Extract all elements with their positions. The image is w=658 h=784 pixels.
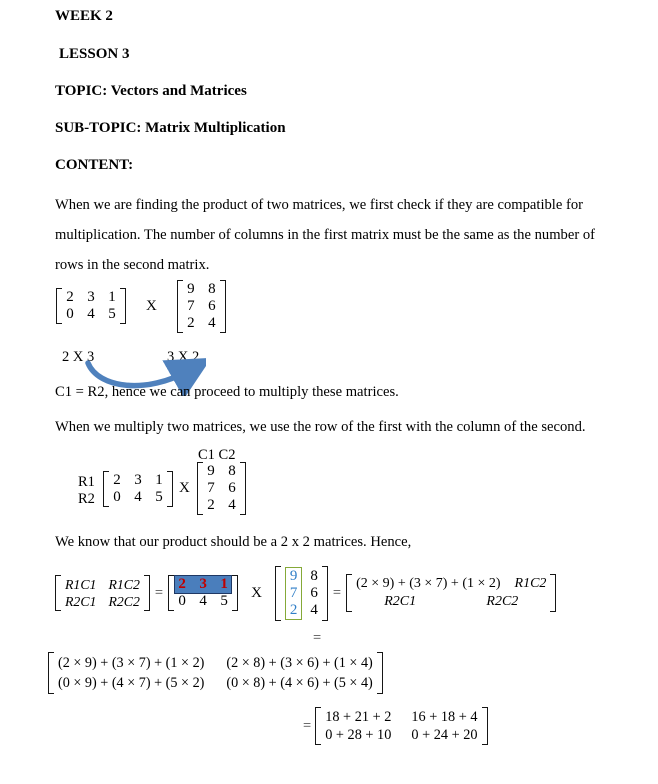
week-heading: WEEK 2 [55, 8, 113, 24]
matrix-a [103, 471, 173, 507]
intro-line: When we are finding the product of two matrices, we first check if they are compatible for [55, 197, 584, 213]
matrix-row: 2 4 [207, 497, 236, 513]
times-operator: X [179, 480, 190, 496]
bracket-right [482, 707, 488, 745]
equation-display-5 [303, 707, 488, 745]
boxed-column: 9 7 2 [285, 567, 303, 620]
matrix-row: 0 4 5 [113, 489, 163, 505]
matrix-a [56, 288, 126, 324]
matrix-row: 0 + 28 + 10 0 + 24 + 20 [325, 727, 478, 743]
equals-sign: = [313, 630, 322, 646]
bracket-right [144, 575, 150, 611]
equation-display-2 [78, 447, 278, 519]
matrix-row: 0 4 5 [178, 593, 228, 609]
matrix-row: 9 8 [187, 280, 216, 297]
subtopic-heading: SUB-TOPIC: Matrix Multiplication [55, 120, 286, 136]
times-operator: X [146, 297, 157, 314]
bracket-right [550, 574, 556, 612]
matrix-row: R2C1 R2C2 [384, 594, 519, 609]
matrix-row: 2 3 1 [66, 289, 116, 305]
result-placeholder-matrix [55, 575, 150, 611]
matrix-row: R2C1 R2C2 [65, 594, 140, 609]
matrix-b [177, 280, 226, 333]
matrix-row: 7 6 [207, 480, 236, 496]
equation-display-1 [56, 277, 226, 335]
equation-display-3 [55, 562, 556, 624]
bracket-right [120, 288, 126, 324]
matrix-row: (0 × 9) + (4 × 7) + (5 × 2) (0 × 8) + (4 × 6) + (5 × 4) [58, 675, 373, 691]
bracket-right [232, 575, 238, 611]
matrix-row: R1C1 R1C2 [65, 577, 140, 592]
row-labels: R1 R2 [78, 474, 95, 507]
compatibility-line: C1 = R2, hence we can proceed to multiply these matrices. [55, 384, 399, 400]
matrix-row: (2 × 9) + (3 × 7) + (1 × 2) (2 × 8) + (3 × 6) + (1 × 4) [58, 655, 373, 671]
matrix-column: 8 6 4 [310, 567, 318, 618]
equals-sign: = [303, 717, 312, 734]
bracket-right [220, 280, 226, 333]
times-operator: X [251, 584, 262, 601]
highlighted-row: 2 3 1 [175, 576, 231, 593]
matrix-b [197, 462, 246, 515]
bracket-right [240, 462, 246, 515]
intro-line: multiplication. The number of columns in the first matrix must be the same as the number of [55, 227, 595, 243]
equals-sign: = [332, 584, 342, 601]
sum-matrix [315, 707, 487, 745]
topic-heading: TOPIC: Vectors and Matrices [55, 83, 247, 99]
matrix-row: 7 6 [187, 297, 216, 314]
matrix-row: 2 3 1 [113, 472, 163, 488]
column-labels: C1 C2 [198, 447, 236, 463]
bracket-right [322, 566, 328, 621]
bracket-right [377, 652, 383, 694]
matrix-row: 18 + 21 + 2 16 + 18 + 4 [325, 709, 478, 725]
intro-line: rows in the second matrix. [55, 257, 210, 273]
equals-sign: = [154, 584, 164, 601]
matrix-a-highlighted [168, 575, 238, 611]
matrix-row: 0 4 5 [66, 306, 116, 322]
product-paragraph: We know that our product should be a 2 x 2 matrices. Hence, [55, 534, 412, 550]
matrix-row: 2 4 [187, 314, 216, 331]
matrix-b-boxed-column [275, 566, 328, 621]
matrix-row: (2 × 9) + (3 × 7) + (1 × 2) R1C2 [356, 576, 547, 591]
dimension-label-left: 2 X 3 [62, 349, 95, 365]
lesson-heading: LESSON 3 [59, 46, 130, 62]
equation-display-4 [48, 652, 383, 699]
rowcol-paragraph: When we multiply two matrices, we use the row of the first with the column of the second. [55, 419, 586, 435]
expansion-matrix [48, 652, 383, 694]
matrix-row: 9 8 [207, 463, 236, 479]
partial-expansion-matrix [346, 574, 556, 612]
content-heading: CONTENT: [55, 157, 134, 173]
bracket-right [167, 471, 173, 507]
intro-paragraph [55, 190, 615, 280]
dimension-label-right: 3 X 2 [167, 349, 200, 365]
